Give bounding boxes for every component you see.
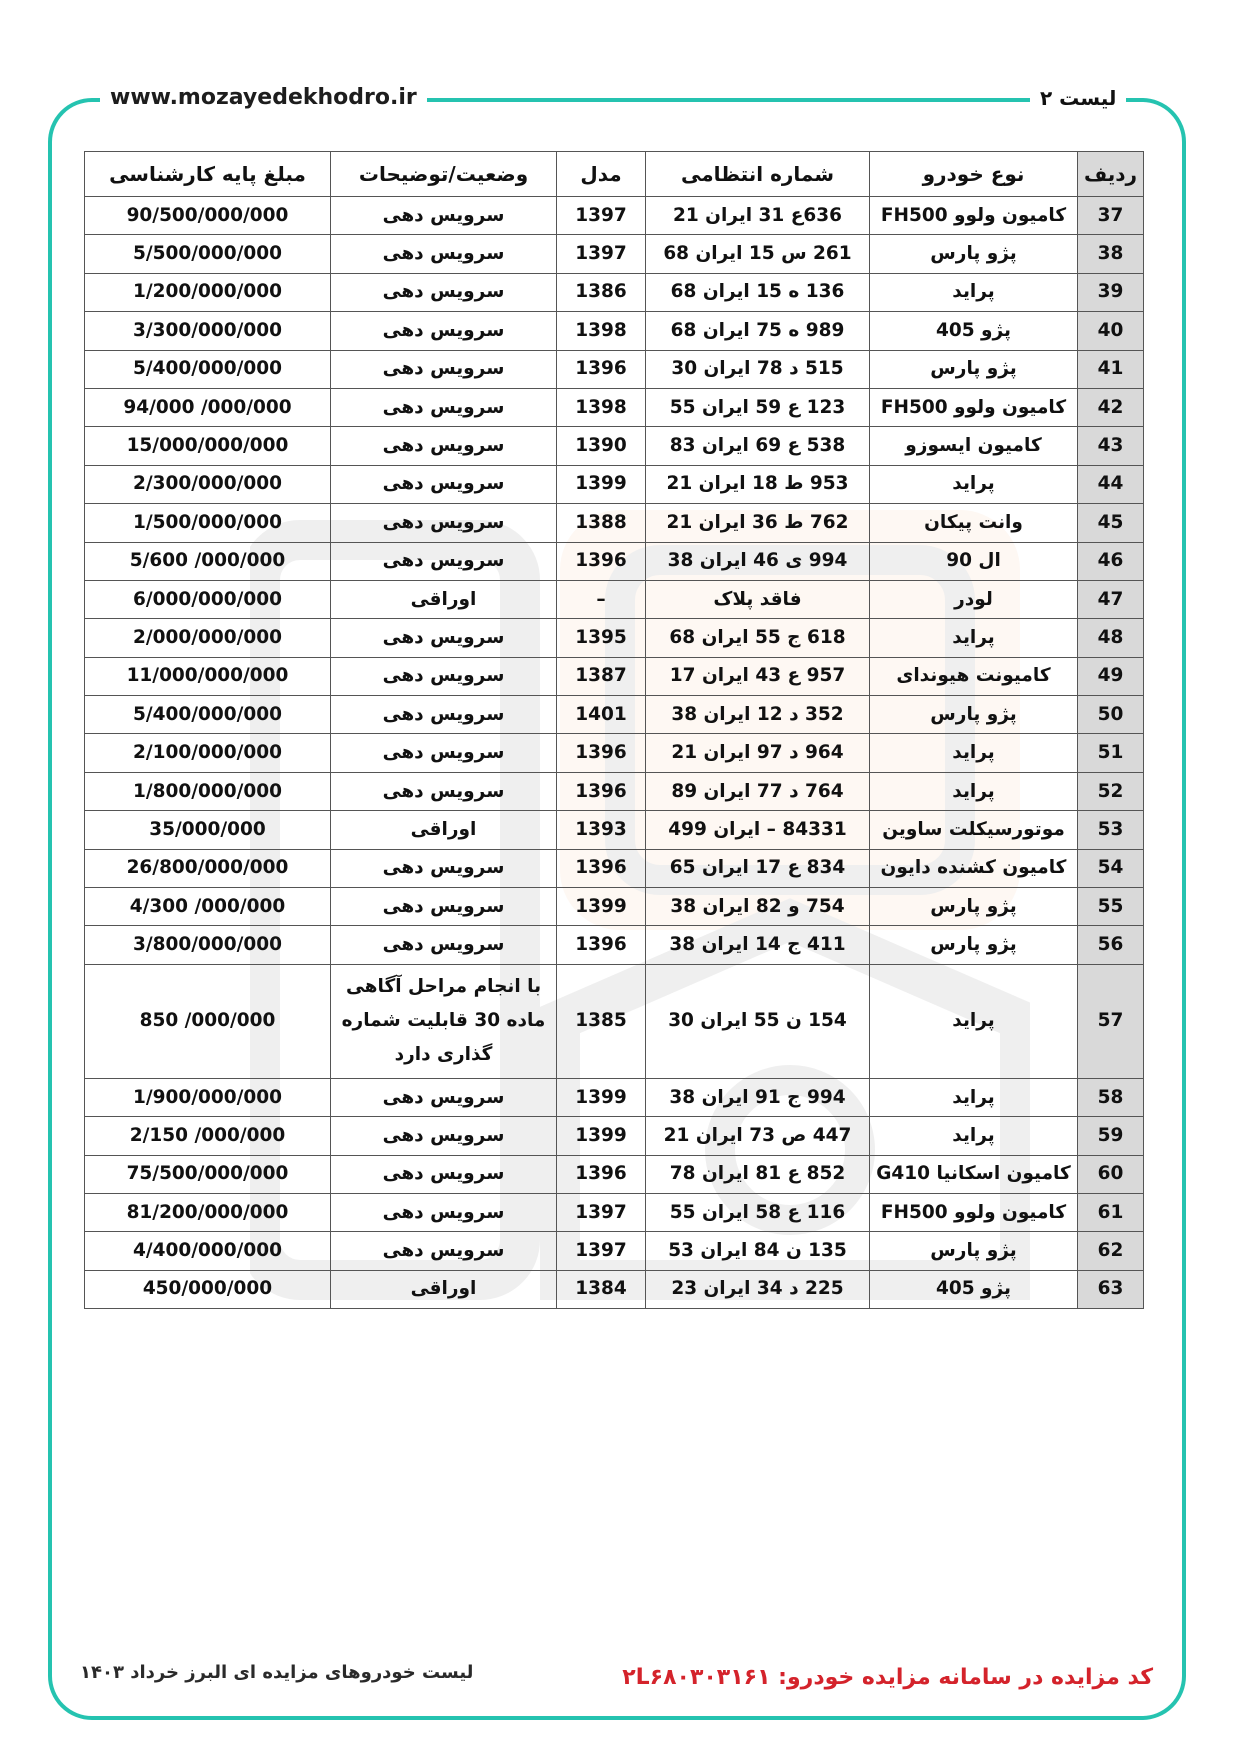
plate-number: 994 ج 91 ایران 38 [646, 1078, 870, 1116]
website-url: www.mozayedekhodro.ir [100, 82, 427, 114]
plate-number: 754 و 82 ایران 38 [646, 888, 870, 926]
row-index: 62 [1078, 1232, 1144, 1270]
plate-number: 225 د 34 ایران 23 [646, 1270, 870, 1308]
row-index: 47 [1078, 580, 1144, 618]
model-year: 1399 [557, 888, 646, 926]
vehicle-type: کامیون اسکانیا G410 [870, 1155, 1078, 1193]
row-index: 44 [1078, 465, 1144, 503]
table-row [85, 465, 1144, 503]
table-row [85, 1117, 1144, 1155]
table-row [85, 542, 1144, 580]
vehicle-type: پراید [870, 772, 1078, 810]
plate-number: 136 ه 15 ایران 68 [646, 273, 870, 311]
vehicle-type: کامیونت هیوندای [870, 657, 1078, 695]
vehicle-type: پژو پارس [870, 926, 1078, 964]
status-description: با انجام مراحل آگاهی ماده 30 قابلیت شماره گذاری دارد [331, 964, 557, 1078]
row-index: 50 [1078, 696, 1144, 734]
column-header-plate: شماره انتظامی [646, 152, 870, 197]
status-description: اوراقی [331, 1270, 557, 1308]
plate-number: 834 ع 17 ایران 65 [646, 849, 870, 887]
plate-number: 953 ط 18 ایران 21 [646, 465, 870, 503]
vehicle-type: کامیون ولوو FH500 [870, 1193, 1078, 1231]
status-description: سرویس دهی [331, 542, 557, 580]
base-price: 2/150 /000/000 [85, 1117, 331, 1155]
column-header-price: مبلغ پایه کارشناسی [85, 152, 331, 197]
row-index: 59 [1078, 1117, 1144, 1155]
status-description: سرویس دهی [331, 388, 557, 426]
model-year: 1393 [557, 811, 646, 849]
base-price: 1/800/000/000 [85, 772, 331, 810]
status-description: سرویس دهی [331, 849, 557, 887]
table-row [85, 619, 1144, 657]
model-year: 1397 [557, 1232, 646, 1270]
table-row [85, 235, 1144, 273]
plate-number: فاقد پلاک [646, 580, 870, 618]
plate-number: 989 ه 75 ایران 68 [646, 312, 870, 350]
row-index: 39 [1078, 273, 1144, 311]
plate-number: 618 ج 55 ایران 68 [646, 619, 870, 657]
model-year: 1388 [557, 504, 646, 542]
vehicle-auction-table [84, 151, 1144, 1309]
vehicle-type: پراید [870, 465, 1078, 503]
model-year: 1397 [557, 235, 646, 273]
base-price: 4/300 /000/000 [85, 888, 331, 926]
plate-number: 957 ع 43 ایران 17 [646, 657, 870, 695]
row-index: 46 [1078, 542, 1144, 580]
status-description: سرویس دهی [331, 1155, 557, 1193]
table-row [85, 350, 1144, 388]
vehicle-type: موتورسیکلت ساوین [870, 811, 1078, 849]
row-index: 48 [1078, 619, 1144, 657]
vehicle-type: کامیون ولوو FH500 [870, 197, 1078, 235]
vehicle-type: وانت پیکان [870, 504, 1078, 542]
row-index: 56 [1078, 926, 1144, 964]
vehicle-type: کامیون ایسوزو [870, 427, 1078, 465]
status-description: سرویس دهی [331, 350, 557, 388]
row-index: 52 [1078, 772, 1144, 810]
vehicle-type: پراید [870, 1117, 1078, 1155]
plate-number: 261 س 15 ایران 68 [646, 235, 870, 273]
model-year: 1395 [557, 619, 646, 657]
vehicle-type: پژو پارس [870, 235, 1078, 273]
base-price: 450/000/000 [85, 1270, 331, 1308]
vehicle-type: پژو 405 [870, 312, 1078, 350]
plate-number: 762 ط 36 ایران 21 [646, 504, 870, 542]
table-row [85, 811, 1144, 849]
table-header-row [85, 152, 1144, 197]
base-price: 5/400/000/000 [85, 350, 331, 388]
base-price: 850 /000/000 [85, 964, 331, 1078]
model-year: 1399 [557, 1078, 646, 1116]
column-header-index: ردیف [1078, 152, 1144, 197]
status-description: سرویس دهی [331, 427, 557, 465]
plate-number: 84331 – ایران 499 [646, 811, 870, 849]
row-index: 63 [1078, 1270, 1144, 1308]
row-index: 49 [1078, 657, 1144, 695]
status-description: سرویس دهی [331, 619, 557, 657]
status-description: سرویس دهی [331, 696, 557, 734]
model-year: – [557, 580, 646, 618]
plate-number: 123 ع 59 ایران 55 [646, 388, 870, 426]
vehicle-type: پراید [870, 1078, 1078, 1116]
model-year: 1387 [557, 657, 646, 695]
status-description: سرویس دهی [331, 772, 557, 810]
vehicle-type: پژو پارس [870, 1232, 1078, 1270]
list-title: لیست خودروهای مزایده ای البرز خرداد ۱۴۰۳ [80, 1662, 474, 1683]
row-index: 42 [1078, 388, 1144, 426]
base-price: 81/200/000/000 [85, 1193, 331, 1231]
table-row [85, 1155, 1144, 1193]
plate-number: 116 ع 58 ایران 55 [646, 1193, 870, 1231]
column-header-model: مدل [557, 152, 646, 197]
table-row [85, 696, 1144, 734]
vehicle-type: پراید [870, 619, 1078, 657]
status-description: سرویس دهی [331, 657, 557, 695]
model-year: 1396 [557, 772, 646, 810]
vehicle-type: لودر [870, 580, 1078, 618]
base-price: 5/600 /000/000 [85, 542, 331, 580]
base-price: 2/000/000/000 [85, 619, 331, 657]
status-description: سرویس دهی [331, 1078, 557, 1116]
base-price: 3/300/000/000 [85, 312, 331, 350]
model-year: 1399 [557, 1117, 646, 1155]
table-row [85, 734, 1144, 772]
model-year: 1390 [557, 427, 646, 465]
vehicle-type: پژو پارس [870, 696, 1078, 734]
row-index: 51 [1078, 734, 1144, 772]
model-year: 1396 [557, 926, 646, 964]
model-year: 1396 [557, 350, 646, 388]
status-description: سرویس دهی [331, 273, 557, 311]
base-price: 2/100/000/000 [85, 734, 331, 772]
table-row [85, 772, 1144, 810]
model-year: 1398 [557, 312, 646, 350]
table-row [85, 1270, 1144, 1308]
vehicle-type: کامیون ولوو FH500 [870, 388, 1078, 426]
plate-number: 994 ی 46 ایران 38 [646, 542, 870, 580]
model-year: 1396 [557, 542, 646, 580]
table-row [85, 312, 1144, 350]
column-header-vehicle: نوع خودرو [870, 152, 1078, 197]
table-row [85, 1193, 1144, 1231]
base-price: 26/800/000/000 [85, 849, 331, 887]
model-year: 1398 [557, 388, 646, 426]
table-row [85, 427, 1144, 465]
model-year: 1396 [557, 734, 646, 772]
vehicle-type: ال 90 [870, 542, 1078, 580]
vehicle-type: پژو پارس [870, 350, 1078, 388]
table-row [85, 197, 1144, 235]
status-description: سرویس دهی [331, 1193, 557, 1231]
base-price: 75/500/000/000 [85, 1155, 331, 1193]
status-description: سرویس دهی [331, 888, 557, 926]
model-year: 1397 [557, 197, 646, 235]
plate-number: 447 ص 73 ایران 21 [646, 1117, 870, 1155]
status-description: سرویس دهی [331, 1232, 557, 1270]
row-index: 43 [1078, 427, 1144, 465]
row-index: 57 [1078, 964, 1144, 1078]
row-index: 41 [1078, 350, 1144, 388]
plate-number: 538 ع 69 ایران 83 [646, 427, 870, 465]
status-description: اوراقی [331, 580, 557, 618]
model-year: 1401 [557, 696, 646, 734]
row-index: 53 [1078, 811, 1144, 849]
status-description: اوراقی [331, 811, 557, 849]
base-price: 15/000/000/000 [85, 427, 331, 465]
base-price: 90/500/000/000 [85, 197, 331, 235]
table-row [85, 849, 1144, 887]
vehicle-type: کامیون کشنده دایون [870, 849, 1078, 887]
base-price: 1/500/000/000 [85, 504, 331, 542]
base-price: 94/000 /000/000 [85, 388, 331, 426]
model-year: 1399 [557, 465, 646, 503]
vehicle-type: پراید [870, 273, 1078, 311]
row-index: 55 [1078, 888, 1144, 926]
table-row [85, 926, 1144, 964]
base-price: 2/300/000/000 [85, 465, 331, 503]
row-index: 45 [1078, 504, 1144, 542]
table-row [85, 1078, 1144, 1116]
base-price: 5/500/000/000 [85, 235, 331, 273]
row-index: 61 [1078, 1193, 1144, 1231]
base-price: 1/200/000/000 [85, 273, 331, 311]
base-price: 4/400/000/000 [85, 1232, 331, 1270]
status-description: سرویس دهی [331, 734, 557, 772]
base-price: 5/400/000/000 [85, 696, 331, 734]
row-index: 54 [1078, 849, 1144, 887]
row-index: 37 [1078, 197, 1144, 235]
table-row [85, 1232, 1144, 1270]
table-row [85, 388, 1144, 426]
base-price: 6/000/000/000 [85, 580, 331, 618]
row-index: 40 [1078, 312, 1144, 350]
status-description: سرویس دهی [331, 235, 557, 273]
model-year: 1385 [557, 964, 646, 1078]
row-index: 60 [1078, 1155, 1144, 1193]
plate-number: 154 ن 55 ایران 30 [646, 964, 870, 1078]
plate-number: 636ع 31 ایران 21 [646, 197, 870, 235]
base-price: 3/800/000/000 [85, 926, 331, 964]
table-row [85, 964, 1144, 1078]
base-price: 1/900/000/000 [85, 1078, 331, 1116]
status-description: سرویس دهی [331, 1117, 557, 1155]
vehicle-type: پژو 405 [870, 1270, 1078, 1308]
model-year: 1384 [557, 1270, 646, 1308]
status-description: سرویس دهی [331, 504, 557, 542]
table-row [85, 580, 1144, 618]
table-row [85, 504, 1144, 542]
plate-number: 852 ع 81 ایران 78 [646, 1155, 870, 1193]
list-number-label: لیست ۲ [1030, 82, 1126, 114]
vehicle-type: پراید [870, 734, 1078, 772]
status-description: سرویس دهی [331, 926, 557, 964]
vehicle-type: پراید [870, 964, 1078, 1078]
vehicle-type: پژو پارس [870, 888, 1078, 926]
table-row [85, 888, 1144, 926]
plate-number: 352 د 12 ایران 38 [646, 696, 870, 734]
row-index: 58 [1078, 1078, 1144, 1116]
model-year: 1396 [557, 1155, 646, 1193]
row-index: 38 [1078, 235, 1144, 273]
plate-number: 135 ن 84 ایران 53 [646, 1232, 870, 1270]
plate-number: 764 د 77 ایران 89 [646, 772, 870, 810]
table-row [85, 657, 1144, 695]
status-description: سرویس دهی [331, 197, 557, 235]
model-year: 1396 [557, 849, 646, 887]
model-year: 1397 [557, 1193, 646, 1231]
plate-number: 411 ج 14 ایران 38 [646, 926, 870, 964]
base-price: 35/000/000 [85, 811, 331, 849]
plate-number: 515 د 78 ایران 30 [646, 350, 870, 388]
column-header-status: وضعیت/توضیحات [331, 152, 557, 197]
base-price: 11/000/000/000 [85, 657, 331, 695]
table-row [85, 273, 1144, 311]
model-year: 1386 [557, 273, 646, 311]
status-description: سرویس دهی [331, 312, 557, 350]
plate-number: 964 د 97 ایران 21 [646, 734, 870, 772]
auction-code: کد مزایده در سامانه مزایده خودرو: ۲L۶۸۰۳۰۳۱۶۱ [622, 1665, 1153, 1690]
status-description: سرویس دهی [331, 465, 557, 503]
